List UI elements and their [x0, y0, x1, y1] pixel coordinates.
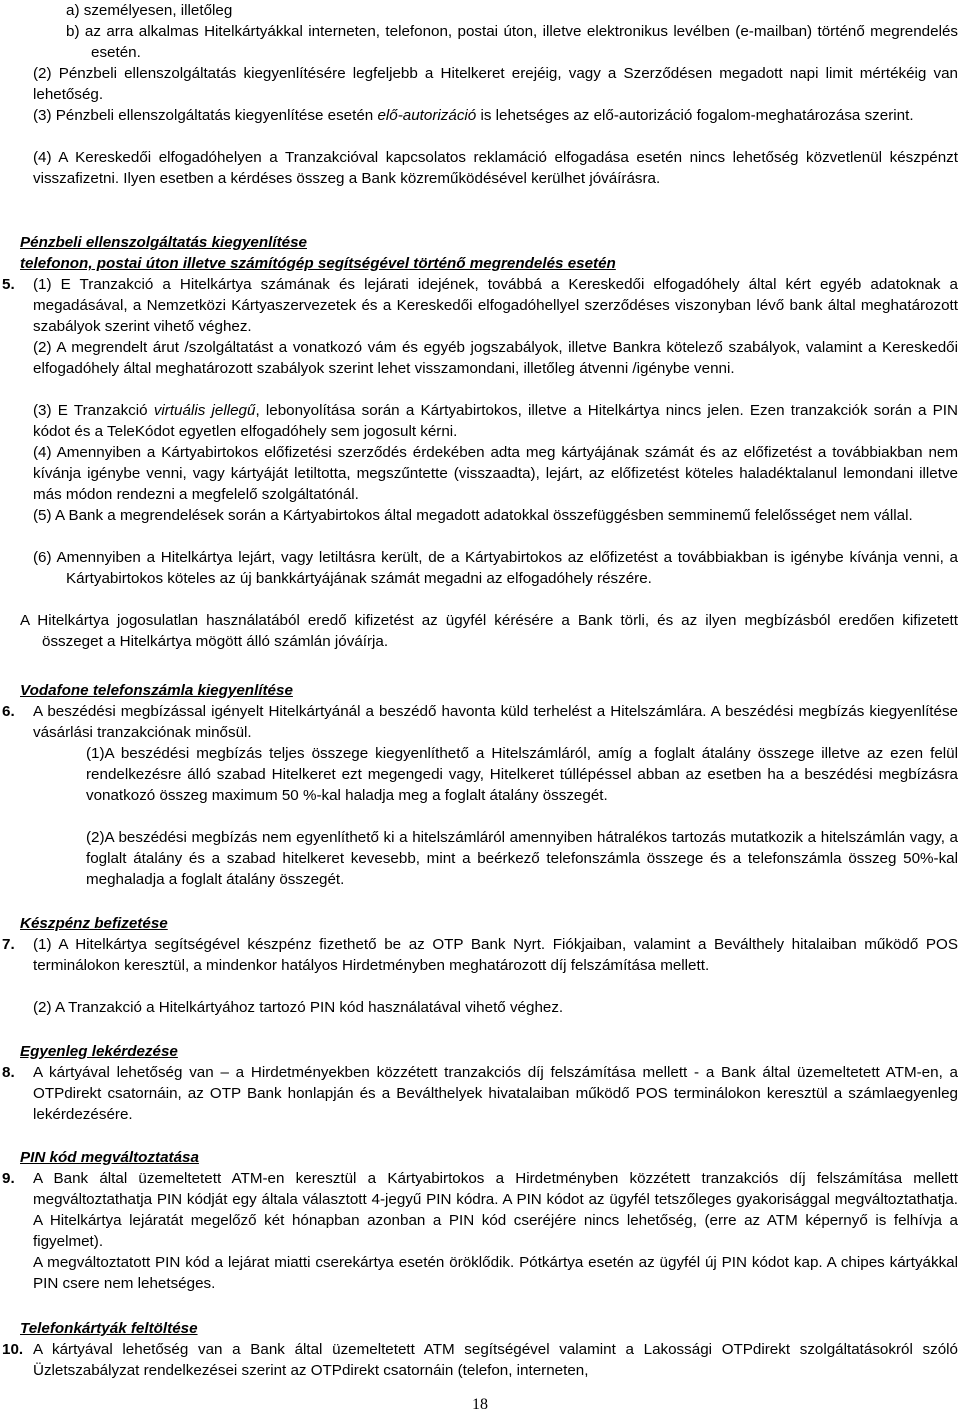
paragraph-4-4: (4) A Kereskedői elfogadóhelyen a Tranzakcióval kapcsolatos reklamáció elfogadása esetén nincs lehetőség közvetlenül készpénzt visszafizetni. Ilyen esetben a kérdéses összeg a Bank közreműködésével kerülhet jóváírásra. — [33, 149, 958, 187]
section-8-title: Egyenleg lekérdezése — [20, 1043, 178, 1060]
section-6-p1: (1)A beszédési megbízás teljes összege kiegyenlíthető a Hitelszámláról, amíg a foglalt átalány összege illetve az ezen felül rendelkezésre álló szabad Hitelkeret ezt megengedi vagy, Hitelkeret túllépéssel abban az esetben ha a beszédési megbízásra vonatkozó összeg maximum 50 %-kal haladja meg a foglalt átalány összegét. — [86, 745, 958, 804]
list-item-a: a) személyesen, illetőleg — [66, 2, 233, 19]
section-5-p3: (3) E Tranzakció virtuális jellegű, lebonyolítása során a Kártyabirtokos, illetve a Hitelkártya nincs jelen. Ezen tranzakciók során a PIN kódot és a TeleKódot egyetlen elfogadóhely sem jogosult kérni. — [33, 402, 958, 440]
section-9-number: 9. — [2, 1170, 15, 1187]
section-9-p1: A Bank által üzemeltetett ATM-en keresztül a Kártyabirtokos a Hirdetményben közzétett tranzakciós díj felszámítása mellett megváltoztathatja PIN kódját egy általa választott 4-jegyű PIN kódra. A PIN kódot az ügyfél tetszőleges gyakorisággal megváltoztathatja. A Hitelkártya lejáratát megelőző két hónapban azonban a PIN kód cseréjére nincs lehetőség, (erre az ATM képernyő is felhívja a figyelmet). — [33, 1170, 958, 1250]
section-10-title: Telefonkártyák feltöltése — [20, 1320, 198, 1337]
section-10-number: 10. — [2, 1341, 24, 1358]
section-9-title: PIN kód megváltoztatása — [20, 1149, 199, 1166]
section-6-p2: (2)A beszédési megbízás nem egyenlíthető ki a hitelszámláról amennyiben hátralékos tartozás mutatkozik a hitelszámlán vagy, a foglalt átalány és a szabad hitelkeret kevesebb, mint a beérkező telefonszámla összege és a telefonszámla összeg 50%-kal meghaladja a foglalt átalány összegét. — [86, 829, 958, 888]
section-5-number: 5. — [2, 276, 15, 293]
section-8-p1: A kártyával lehetőség van – a Hirdetményekben közzétett tranzakciós díj felszámítása mellett - a Bank által üzemeltetett ATM-en, a OTPdirekt csatornáin, az OTP Bank honlapján és a Beválthelyek hivatalaiban működő POS terminálokon keresztül a számlaegyenleg lekérdezésére. — [33, 1064, 958, 1123]
section-6-p0: A beszédési megbízással igényelt Hitelkártyánál a beszédő havonta küld terhelést a Hitelszámlára. A beszédési megbízás kiegyenlítése vásárlási tranzakciónak minősül. — [33, 703, 958, 741]
paragraph-4-2: (2) Pénzbeli ellenszolgáltatás kiegyenlítésére legfeljebb a Hitelkeret erejéig, vagy a Szerződésen megadott napi limit mértékéig van lehetőség. — [33, 65, 958, 103]
section-7-number: 7. — [2, 936, 15, 953]
section-5-title-2: telefonon, postai úton illetve számítógép segítségével történő megrendelés esetén — [20, 255, 616, 272]
section-5-p1: (1) E Tranzakció a Hitelkártya számának és lejárati idejének, továbbá a Kereskedői elfogadóhely által kért egyéb adatoknak a megadásával, a Nemzetközi Kártyaszervezetek és a Kereskedői elfogadóhellyel szerződéses viszonyban lévő bank által meghatározott szabályok szerint vihető véghez. — [33, 276, 958, 335]
section-5-p6: (6) Amennyiben a Hitelkártya lejárt, vagy letiltásra került, de a Kártyabirtokos az előfizetést a továbbiakban is igénybe kívánja venni, a Kártyabirtokos köteles az új bankkártyájának számát megadni az elfogadóhely részére. — [33, 549, 958, 587]
section-9-p2: A megváltoztatott PIN kód a lejárat miatti cserekártya esetén öröklődik. Pótkártya esetén az ügyfél új PIN kódot kap. A chipes kártyákkal PIN csere nem lehetséges. — [33, 1254, 958, 1292]
section-5-p7: A Hitelkártya jogosulatlan használatából eredő kifizetést az ügyfél kérésére a Bank törli, és az ilyen megbízásból eredően kifizetett összeget a Hitelkártya mögött álló számlán jóváírja. — [20, 612, 958, 650]
section-5-p5: (5) A Bank a megrendelések során a Kártyabirtokos által megadott adatokkal összefüggésben semminemű felelősséget nem vállal. — [33, 507, 913, 524]
section-7-p1: (1) A Hitelkártya segítségével készpénz fizethető be az OTP Bank Nyrt. Fiókjaiban, valamint a Beválthely hitalaiban működő POS terminálokon keresztül, a mindenkor hatályos Hirdetményben meghatározott díj felszámítása mellett. — [33, 936, 958, 974]
section-10-p1: A kártyával lehetőség van a Bank által üzemeltetett ATM segítségével valamint a Lakossági OTPdirekt szolgáltatásokról szóló Üzletszabályzat rendelkezései szerint az OTPdirekt csatornáin (telefon, interneten, — [33, 1341, 958, 1379]
paragraph-4-3: (3) Pénzbeli ellenszolgáltatás kiegyenlítése esetén elő-autorizáció is lehetséges az elő-autorizáció fogalom-meghatározása szerint. — [33, 107, 914, 124]
list-item-b: b) az arra alkalmas Hitelkártyákkal interneten, telefonon, postai úton, illetve elektronikus levélben (e-mailban) történő megrendelés esetén. — [66, 23, 958, 61]
section-5-p4: (4) Amennyiben a Kártyabirtokos előfizetési szerződés érdekében adta meg kártyájának számát és az előfizetést a továbbiakban nem kívánja igénybe venni, vagy kártyáját letiltotta, megszűntette (visszaadta), lejárt, az előfizetést köteles haladéktalanul lemondani illetve más módon rendezni a megfelelő szolgáltatónál. — [33, 444, 958, 503]
section-5-title-1: Pénzbeli ellenszolgáltatás kiegyenlítése — [20, 234, 307, 251]
section-5-p2: (2) A megrendelt árut /szolgáltatást a vonatkozó vám és egyéb jogszabályok, illetve Bankra kötelező szabályok, valamint a Kereskedői elfogadóhely által meghatározott szabályok szerint lehet visszamondani, illetőleg átvenni /igénybe venni. — [33, 339, 958, 377]
page-number: 18 — [472, 1396, 488, 1412]
section-6-title: Vodafone telefonszámla kiegyenlítése — [20, 682, 293, 699]
section-7-title: Készpénz befizetése — [20, 915, 168, 932]
section-7-p2: (2) A Tranzakció a Hitelkártyához tartozó PIN kód használatával vihető véghez. — [33, 999, 564, 1016]
section-8-number: 8. — [2, 1064, 15, 1081]
section-6-number: 6. — [2, 703, 15, 720]
